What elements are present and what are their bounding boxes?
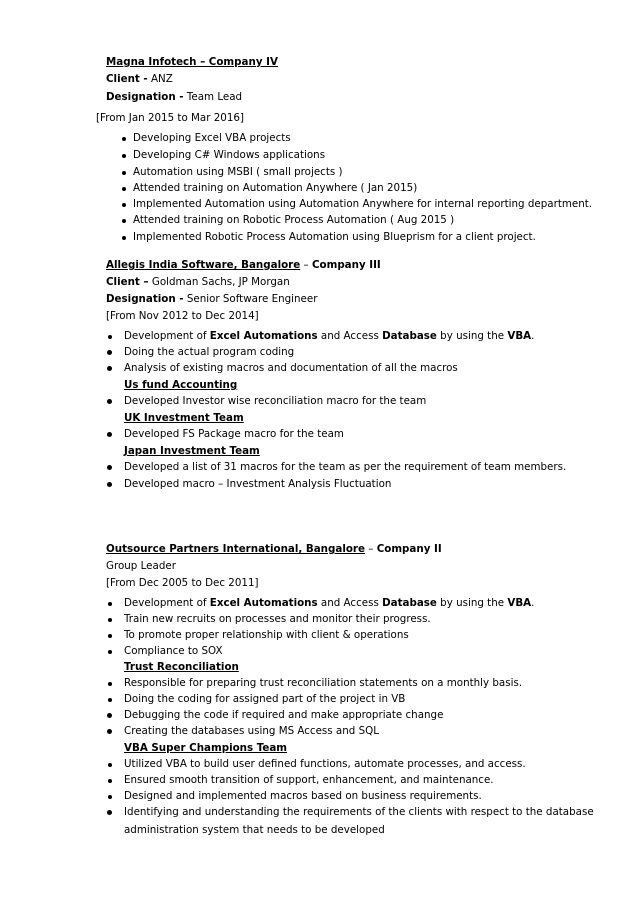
bullet-icon xyxy=(108,779,112,783)
list-item: Debugging the code if required and make appropriate change xyxy=(124,709,444,721)
bullet-icon xyxy=(122,203,126,207)
company2-title xyxy=(106,542,442,556)
list-item: Analysis of existing macros and documentation of all the macros xyxy=(124,362,458,374)
client-value: Goldman Sachs, JP Morgan xyxy=(148,276,290,288)
bullet-icon xyxy=(108,763,112,767)
list-item: Attended training on Automation Anywhere ( Jan 2015) xyxy=(133,182,418,194)
list-item: Utilized VBA to build user defined functions, automate processes, and access. xyxy=(124,758,526,770)
bullet-icon xyxy=(108,698,112,702)
designation-value: Senior Software Engineer xyxy=(183,293,318,305)
list-item: Doing the actual program coding xyxy=(124,346,295,358)
list-item: Doing the coding for assigned part of the project in VB xyxy=(124,693,406,705)
text: Development of xyxy=(124,597,210,609)
company3-name: Allegis India Software, Bangalore xyxy=(106,259,301,271)
text-bold: Database xyxy=(382,330,437,342)
list-item: Creating the databases using MS Access and SQL xyxy=(124,725,379,737)
text: by using the xyxy=(436,597,508,609)
company2-role: Group Leader xyxy=(106,560,176,572)
list-item xyxy=(124,596,534,610)
list-item: Implemented Automation using Automation Anywhere for internal reporting department. xyxy=(133,198,593,210)
bullet-icon xyxy=(108,634,112,638)
list-item: Compliance to SOX xyxy=(124,645,223,657)
company3-designation xyxy=(106,292,317,306)
company4-designation xyxy=(106,90,242,104)
list-item: Developed Investor wise reconciliation macro for the team xyxy=(124,395,427,407)
designation-value: Team Lead xyxy=(183,91,243,103)
list-item: Developed FS Package macro for the team xyxy=(124,428,344,440)
list-item xyxy=(124,329,534,343)
list-item: Train new recruits on processes and monitor their progress. xyxy=(124,613,431,625)
bullet-icon xyxy=(107,465,112,470)
bullet-icon xyxy=(122,154,126,158)
text-bold: Database xyxy=(382,597,437,609)
company4-client xyxy=(106,72,173,86)
subsection-title: Trust Reconciliation xyxy=(124,661,239,673)
subsection-title: Japan Investment Team xyxy=(124,445,260,457)
bullet-icon xyxy=(107,810,112,815)
list-item-continuation: administration system that needs to be developed xyxy=(124,824,385,836)
text: and Access xyxy=(317,597,383,609)
list-item: Designed and implemented macros based on business requirements. xyxy=(124,790,482,802)
subsection-title: UK Investment Team xyxy=(124,412,244,424)
list-item: Identifying and understanding the requirements of the clients with respect to the database xyxy=(124,806,594,818)
text: by using the xyxy=(436,330,508,342)
bullet-icon xyxy=(122,171,126,175)
bullet-icon xyxy=(122,187,126,191)
bullet-icon xyxy=(107,432,112,437)
bullet-icon xyxy=(108,795,112,799)
list-item: Developed a list of 31 macros for the team as per the requirement of team members. xyxy=(124,461,567,473)
bullet-icon xyxy=(122,219,126,223)
company3-tag: Company III xyxy=(311,259,381,271)
client-label: Client – xyxy=(106,276,149,288)
text-bold: VBA xyxy=(507,330,532,342)
bullet-icon xyxy=(108,618,112,622)
bullet-icon xyxy=(107,482,112,487)
bullet-icon xyxy=(107,729,112,734)
list-item: Developed macro – Investment Analysis Fluctuation xyxy=(124,478,392,490)
company3-period: [From Nov 2012 to Dec 2014] xyxy=(106,310,259,322)
list-item: Implemented Robotic Process Automation using Blueprism for a client project. xyxy=(133,231,536,243)
company2-period: [From Dec 2005 to Dec 2011] xyxy=(106,577,259,589)
bullet-icon xyxy=(107,399,112,404)
subsection-title: Us fund Accounting xyxy=(124,379,238,391)
company3-client xyxy=(106,275,290,289)
list-item: Developing C# Windows applications xyxy=(133,149,326,161)
bullet-icon xyxy=(107,366,112,371)
list-item: Automation using MSBI ( small projects ) xyxy=(133,166,343,178)
designation-label: Designation - xyxy=(106,91,184,103)
designation-label: Designation - xyxy=(106,293,184,305)
company3-title xyxy=(106,258,381,272)
list-item: To promote proper relationship with client & operations xyxy=(124,629,409,641)
bullet-icon xyxy=(122,137,126,141)
bullet-icon xyxy=(108,602,112,606)
bullet-icon xyxy=(108,650,112,654)
client-label: Client - xyxy=(106,73,148,85)
company4-period: [From Jan 2015 to Mar 2016] xyxy=(96,112,244,124)
text: Development of xyxy=(124,330,210,342)
text: . xyxy=(531,597,535,609)
company4-title: Magna Infotech – Company IV xyxy=(106,56,278,68)
list-item: Developing Excel VBA projects xyxy=(133,132,291,144)
title-separator: – xyxy=(364,543,377,555)
company2-tag: Company II xyxy=(376,543,442,555)
bullet-icon xyxy=(122,236,126,240)
list-item: Responsible for preparing trust reconciliation statements on a monthly basis. xyxy=(124,677,523,689)
bullet-icon xyxy=(108,682,112,686)
text: and Access xyxy=(317,330,383,342)
subsection-title: VBA Super Champions Team xyxy=(124,742,288,754)
list-item: Ensured smooth transition of support, enhancement, and maintenance. xyxy=(124,774,494,786)
list-item: Attended training on Robotic Process Automation ( Aug 2015 ) xyxy=(133,214,455,226)
text-bold: Excel Automations xyxy=(209,597,318,609)
bullet-icon xyxy=(107,350,112,355)
client-value: ANZ xyxy=(147,73,173,85)
text-bold: VBA xyxy=(507,597,532,609)
text-bold: Excel Automations xyxy=(209,330,318,342)
bullet-icon xyxy=(108,335,112,339)
bullet-icon xyxy=(107,713,112,718)
title-separator: – xyxy=(300,259,312,271)
text: . xyxy=(531,330,535,342)
company2-name: Outsource Partners International, Bangalore xyxy=(106,543,365,555)
